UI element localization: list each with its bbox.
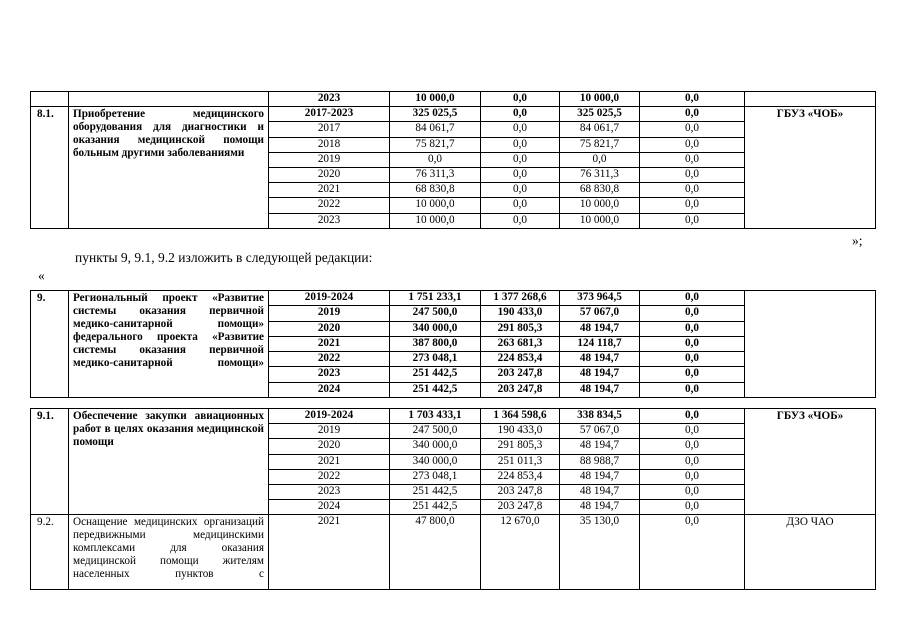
total-cell: 387 800,0 — [390, 336, 481, 351]
total-cell: 47 800,0 — [390, 515, 481, 590]
amount-cell: 0,0 — [640, 213, 745, 228]
amount-cell: 48 194,7 — [560, 439, 640, 454]
year-cell: 2019-2024 — [269, 291, 390, 306]
amount-cell: 0,0 — [640, 306, 745, 321]
amount-cell: 0,0 — [640, 167, 745, 182]
amount-cell: 10 000,0 — [560, 198, 640, 213]
amount-cell: 48 194,7 — [560, 321, 640, 336]
total-cell: 340 000,0 — [390, 321, 481, 336]
amount-cell: 10 000,0 — [560, 92, 640, 107]
amount-cell: 10 000,0 — [560, 213, 640, 228]
total-cell: 340 000,0 — [390, 439, 481, 454]
amount-cell: 0,0 — [640, 500, 745, 515]
amount-cell: 291 805,3 — [481, 439, 560, 454]
year-cell: 2022 — [269, 198, 390, 213]
amount-cell: 0,0 — [640, 291, 745, 306]
amount-cell: 0,0 — [481, 92, 560, 107]
executor-cell: ГБУЗ «ЧОБ» — [745, 107, 876, 229]
amount-cell: 0,0 — [481, 107, 560, 122]
amount-cell: 291 805,3 — [481, 321, 560, 336]
amount-cell: 373 964,5 — [560, 291, 640, 306]
item-number: 9.1. — [31, 409, 69, 515]
total-cell: 1 703 433,1 — [390, 409, 481, 424]
total-cell: 76 311,3 — [390, 167, 481, 182]
amount-cell: 0,0 — [640, 152, 745, 167]
amount-cell: 12 670,0 — [481, 515, 560, 590]
amount-cell: 76 311,3 — [560, 167, 640, 182]
amount-cell: 0,0 — [481, 167, 560, 182]
amount-cell: 0,0 — [640, 439, 745, 454]
amount-cell: 0,0 — [560, 152, 640, 167]
year-cell: 2023 — [269, 213, 390, 228]
total-cell: 251 442,5 — [390, 382, 481, 397]
table-row — [31, 92, 876, 107]
executor-cell: ГБУЗ «ЧОБ» — [745, 409, 876, 515]
year-cell: 2017-2023 — [269, 107, 390, 122]
total-cell: 84 061,7 — [390, 122, 481, 137]
instruction-text: пункты 9, 9.1, 9.2 изложить в следующей редакции: — [75, 250, 373, 265]
year-cell: 2023 — [269, 484, 390, 499]
amount-cell: 224 853,4 — [481, 352, 560, 367]
amount-cell: 0,0 — [640, 198, 745, 213]
amount-cell: 68 830,8 — [560, 183, 640, 198]
amount-cell: 75 821,7 — [560, 137, 640, 152]
amount-cell: 1 377 268,6 — [481, 291, 560, 306]
amount-cell: 325 025,5 — [560, 107, 640, 122]
amount-cell: 1 364 598,6 — [481, 409, 560, 424]
year-cell: 2021 — [269, 183, 390, 198]
total-cell: 247 500,0 — [390, 424, 481, 439]
year-cell: 2019 — [269, 152, 390, 167]
amount-cell: 338 834,5 — [560, 409, 640, 424]
table-item-9-1 — [30, 408, 876, 590]
amount-cell: 203 247,8 — [481, 500, 560, 515]
amount-cell: 203 247,8 — [481, 367, 560, 382]
total-cell: 251 442,5 — [390, 500, 481, 515]
amount-cell: 0,0 — [640, 484, 745, 499]
executor-cell — [745, 291, 876, 398]
amount-cell: 35 130,0 — [560, 515, 640, 590]
amount-cell: 0,0 — [481, 198, 560, 213]
executor-cell: ДЗО ЧАО — [745, 515, 876, 590]
amount-cell: 48 194,7 — [560, 500, 640, 515]
amount-cell: 251 011,3 — [481, 454, 560, 469]
year-cell: 2024 — [269, 382, 390, 397]
amount-cell: 0,0 — [481, 152, 560, 167]
year-cell: 2019 — [269, 424, 390, 439]
amount-cell: 0,0 — [640, 424, 745, 439]
amount-cell: 263 681,3 — [481, 336, 560, 351]
item-number: 9.2. — [31, 515, 69, 590]
amount-cell: 190 433,0 — [481, 306, 560, 321]
total-cell: 10 000,0 — [390, 92, 481, 107]
year-cell: 2024 — [269, 500, 390, 515]
total-cell: 251 442,5 — [390, 484, 481, 499]
amount-cell: 0,0 — [481, 213, 560, 228]
total-cell: 68 830,8 — [390, 183, 481, 198]
amount-cell: 48 194,7 — [560, 469, 640, 484]
amount-cell: 203 247,8 — [481, 382, 560, 397]
amount-cell: 57 067,0 — [560, 424, 640, 439]
total-cell: 273 048,1 — [390, 469, 481, 484]
amount-cell: 57 067,0 — [560, 306, 640, 321]
amount-cell: 0,0 — [640, 469, 745, 484]
table-item-9 — [30, 290, 876, 398]
year-cell: 2023 — [269, 367, 390, 382]
closing-quote: »; — [852, 233, 863, 248]
item-description: Оснащение медицинских организаций передвижными медицинскими комплексами для оказания медицинской помощи жителям населенных пунктов с — [69, 515, 269, 590]
amount-cell: 0,0 — [640, 183, 745, 198]
amount-cell: 203 247,8 — [481, 484, 560, 499]
total-cell: 251 442,5 — [390, 367, 481, 382]
year-cell: 2019 — [269, 306, 390, 321]
year-cell: 2021 — [269, 515, 390, 590]
amount-cell: 224 853,4 — [481, 469, 560, 484]
table-row — [31, 515, 876, 590]
total-cell: 247 500,0 — [390, 306, 481, 321]
amount-cell: 0,0 — [640, 92, 745, 107]
item-description: Приобретение медицинского оборудования для диагностики и оказания медицинской помощи больным другими заболеваниями — [69, 107, 269, 229]
amount-cell: 0,0 — [481, 137, 560, 152]
amount-cell: 0,0 — [640, 454, 745, 469]
year-cell: 2022 — [269, 352, 390, 367]
amount-cell: 0,0 — [640, 321, 745, 336]
amount-cell: 0,0 — [640, 107, 745, 122]
amount-cell: 190 433,0 — [481, 424, 560, 439]
table-row — [31, 291, 876, 306]
year-cell: 2023 — [269, 92, 390, 107]
year-cell: 2020 — [269, 321, 390, 336]
amount-cell: 124 118,7 — [560, 336, 640, 351]
item-number: 9. — [31, 291, 69, 398]
amount-cell: 0,0 — [640, 352, 745, 367]
amount-cell: 88 988,7 — [560, 454, 640, 469]
year-cell: 2019-2024 — [269, 409, 390, 424]
amount-cell: 0,0 — [640, 367, 745, 382]
year-cell: 2021 — [269, 336, 390, 351]
table-row — [31, 409, 876, 424]
year-cell: 2021 — [269, 454, 390, 469]
item-description: Региональный проект «Развитие системы оказания первичной медико-санитарной помощи» федерального проекта «Развитие системы оказания первичной медико-санитарной помощи» — [69, 291, 269, 398]
total-cell: 75 821,7 — [390, 137, 481, 152]
amount-cell: 0,0 — [640, 409, 745, 424]
item-number: 8.1. — [31, 107, 69, 229]
amount-cell: 84 061,7 — [560, 122, 640, 137]
year-cell: 2022 — [269, 469, 390, 484]
amount-cell: 48 194,7 — [560, 382, 640, 397]
year-cell: 2020 — [269, 167, 390, 182]
amount-cell: 48 194,7 — [560, 367, 640, 382]
amount-cell: 0,0 — [640, 122, 745, 137]
total-cell: 340 000,0 — [390, 454, 481, 469]
amount-cell: 0,0 — [640, 382, 745, 397]
amount-cell: 0,0 — [640, 515, 745, 590]
amount-cell: 0,0 — [640, 336, 745, 351]
amount-cell: 0,0 — [640, 137, 745, 152]
year-cell: 2018 — [269, 137, 390, 152]
table-item-8-1 — [30, 91, 876, 229]
total-cell: 0,0 — [390, 152, 481, 167]
amount-cell: 48 194,7 — [560, 484, 640, 499]
total-cell: 10 000,0 — [390, 213, 481, 228]
total-cell: 325 025,5 — [390, 107, 481, 122]
year-cell: 2020 — [269, 439, 390, 454]
opening-quote: « — [38, 268, 45, 283]
total-cell: 1 751 233,1 — [390, 291, 481, 306]
amount-cell: 0,0 — [481, 183, 560, 198]
item-description: Обеспечение закупки авиационных работ в целях оказания медицинской помощи — [69, 409, 269, 515]
table-row — [31, 107, 876, 122]
amount-cell: 48 194,7 — [560, 352, 640, 367]
total-cell: 10 000,0 — [390, 198, 481, 213]
amount-cell: 0,0 — [481, 122, 560, 137]
total-cell: 273 048,1 — [390, 352, 481, 367]
year-cell: 2017 — [269, 122, 390, 137]
